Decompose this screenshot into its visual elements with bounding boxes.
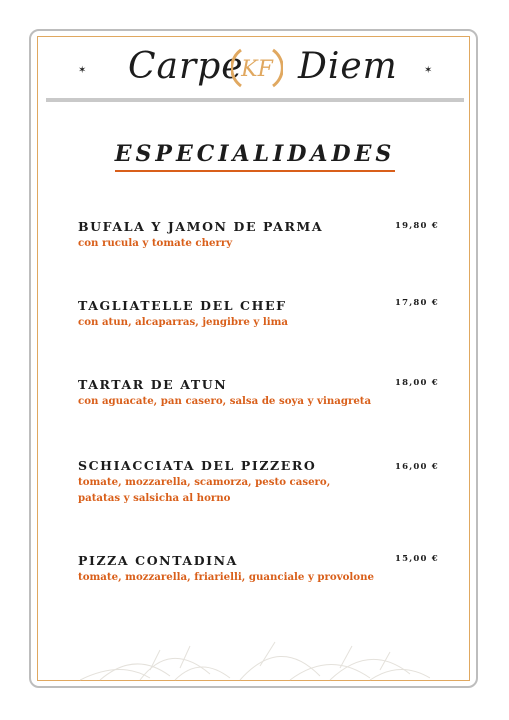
menu-item-description: patatas y salsicha al horno [78,492,231,504]
menu-item [78,553,438,585]
header-divider [46,98,464,102]
menu-item-price: 17,80 € [395,298,439,308]
menu-item-price: 18,00 € [395,378,439,388]
menu-item-description: tomate, mozzarella, friarielli, guanciale y provolone [78,571,374,583]
menu-item-description: con atun, alcaparras, jengibre y lima [78,316,289,328]
bird-ornament-icon: ✶ [78,65,87,76]
logo-word-diem: Diem [298,46,398,87]
menu-item-description: con rucula y tomate cherry [78,237,233,249]
menu-item-name: TARTAR DE ATUN [78,377,228,392]
bird-ornament-icon: ✶ [424,65,433,76]
menu-item [78,377,438,409]
menu-item-description: tomate, mozzarella, scamorza, pesto casero, [78,476,331,488]
menu-item [78,219,438,251]
palm-leaf-decoration-icon [80,630,430,682]
restaurant-logo [46,40,464,96]
menu-item-name: SCHIACCIATA DEL PIZZERO [78,458,317,473]
monogram-text: KF [241,57,273,82]
menu-item [78,298,438,330]
section-title: ESPECIALIDADES [114,141,396,167]
logo-word-carpe: Carpe [128,46,244,87]
title-underline [115,170,395,172]
menu-item-name: BUFALA Y JAMON DE PARMA [78,219,324,234]
menu-item-name: PIZZA CONTADINA [78,553,238,568]
menu-item-name: TAGLIATELLE DEL CHEF [78,298,287,313]
menu-item-price: 15,00 € [395,554,439,564]
menu-item-price: 19,80 € [395,221,439,231]
menu-item [78,458,438,506]
menu-item-description: con aguacate, pan casero, salsa de soya y vinagreta [78,395,372,407]
menu-item-price: 16,00 € [395,462,439,472]
monogram-logo-icon [231,42,283,94]
